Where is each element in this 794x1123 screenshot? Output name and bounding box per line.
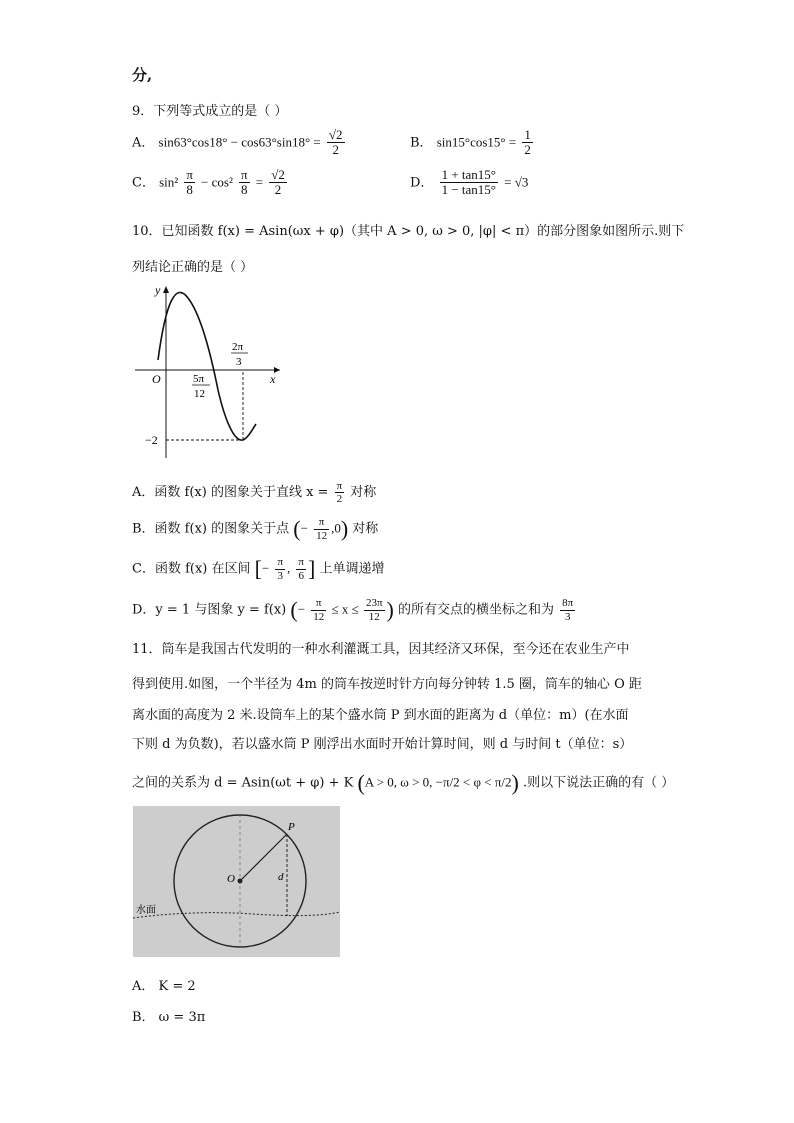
- q10-option-b: B．函数 f(x) 的图象关于点 (− $\frac{\pi}{12}$ ,0) 对称: [132, 516, 379, 542]
- axle-o: [238, 879, 243, 884]
- q11-option-a: A． K = 2: [132, 979, 196, 994]
- q10-b-num: π: [314, 516, 329, 529]
- q9-d-den: 1 − tan15°: [441, 182, 496, 198]
- q9-option-c: [132, 168, 289, 198]
- label-d: d: [278, 871, 284, 883]
- q9-a-fraction: [327, 128, 345, 158]
- header-fragment: 分,: [132, 66, 153, 84]
- q9-c-frac1-den: 8: [186, 182, 193, 198]
- q10-c-pre: C．函数 f(x) 在区间: [132, 561, 251, 577]
- q9-d-eq: = √3: [504, 174, 529, 190]
- q9-c-frac3-num: √2: [271, 167, 285, 182]
- q10-a-den: 2: [336, 493, 343, 506]
- q10-d-fraction: [560, 597, 575, 622]
- q10-b-fraction: [314, 516, 329, 541]
- q10-d-pre: D．y = 1 与图象 y = f(x): [132, 602, 287, 618]
- q10-stem-line1: 10．已知函数 f(x) = Asin(ωx + φ)（其中 A > 0, ω > 0, |φ| < π）的部分图象如图所示.则下: [132, 224, 685, 239]
- q9-c-frac3-den: 2: [274, 182, 282, 198]
- q10-d-num: 8π: [562, 597, 574, 610]
- label-p: P: [288, 821, 295, 833]
- q9-b-fraction: [522, 128, 533, 158]
- q11-line5-tail: .则以下说法正确的有（ ）: [523, 775, 675, 791]
- q9-c-label: C．: [132, 175, 155, 191]
- q11-line4: 下则 d 为负数)，若以盛水筒 P 刚浮出水面时开始计算时间，则 d 与时间 t（单位：s）: [132, 737, 633, 752]
- q9-c-frac2-num: π: [240, 167, 248, 182]
- q11-line5-eq: 之间的关系为 d = Asin(ωt + φ) + K: [132, 775, 354, 791]
- q11-line5: 之间的关系为 d = Asin(ωt + φ) + K (A > 0, ω > 0, −π/2 < φ < π/2) .则以下说法正确的有（ ）: [132, 770, 675, 795]
- q9-c-frac1: [184, 168, 195, 198]
- tick-2pi3-den: 3: [236, 356, 242, 368]
- q10-a-fraction: [335, 480, 345, 505]
- q10-c-frac2: $\frac{\pi}{6}$: [298, 556, 304, 582]
- q11-line1: 11．筒车是我国古代发明的一种水利灌溉工具，因其经济又环保，至今还在农业生产中: [132, 642, 630, 657]
- q9-b-den: 2: [524, 142, 531, 158]
- q11-line2: 得到使用.如图，一个半径为 4m 的筒车按逆时针方向每分钟转 1.5 圈，筒车的轴心 O 距: [132, 677, 642, 692]
- q10-a-post: 对称: [350, 485, 377, 501]
- origin-label: O: [152, 372, 161, 386]
- tick-2pi3-num: 2π: [232, 341, 244, 353]
- q9-c-frac1-num: π: [186, 167, 193, 182]
- tick-5pi12-den: 12: [194, 388, 205, 400]
- q10-stem-line2: 列结论正确的是（ ）: [132, 260, 254, 275]
- q11-line5-cond: A > 0, ω > 0, −π/2 < φ < π/2: [364, 774, 512, 790]
- q10-c-post: 上单调递增: [319, 561, 385, 577]
- q9-a-label: A．: [132, 135, 155, 151]
- q10-c-frac1: $\frac{\pi}{3}$: [277, 556, 284, 582]
- q10-option-a: [132, 480, 376, 505]
- q9-c-frac2: [239, 168, 250, 198]
- x-label: x: [270, 372, 276, 386]
- q10-d-den: 3: [564, 610, 571, 623]
- q9-c-sin: sin²: [159, 174, 179, 190]
- q9-c-frac2-den: 8: [241, 182, 248, 198]
- q9-option-a: [132, 128, 347, 158]
- q9-c-frac3: [269, 168, 287, 198]
- q10-graph: [130, 280, 290, 462]
- y-axis-arrow: [163, 286, 169, 293]
- label-water: 水面: [136, 905, 156, 916]
- q9-d-label: D．: [410, 175, 434, 191]
- q10-a-num: π: [336, 480, 343, 492]
- q9-c-eq: =: [255, 174, 264, 190]
- water-wheel-figure: [133, 806, 340, 957]
- q9-c-minus: − cos²: [201, 174, 233, 190]
- min-label: −2: [145, 433, 158, 447]
- q10-option-c: C．函数 f(x) 在区间 [− $\frac{\pi}{3}$ , $\frac{\pi}{6}$ ] 上单调递增: [132, 556, 385, 582]
- q9-b-num: 1: [524, 127, 531, 142]
- q9-stem: 9．下列等式成立的是（ ）: [132, 104, 288, 119]
- q10-b-pre: B．函数 f(x) 的图象关于点: [132, 521, 290, 537]
- q9-a-num: √2: [328, 127, 343, 142]
- q10-option-d: D．y = 1 与图象 y = f(x) (− $\frac{\pi}{12}$ ≤ x ≤ $\frac{23\pi}{12}$ ) 的所有交点的横坐标之和为 $\frac{8\pi}{3}$: [132, 597, 574, 623]
- y-label: y: [155, 283, 161, 297]
- tick-5pi12-num: 5π: [193, 373, 205, 385]
- q9-a-den: 2: [332, 142, 339, 158]
- q9-b-expr: sin15°cos15° =: [436, 134, 517, 150]
- q9-d-num: 1 + tan15°: [441, 167, 496, 182]
- q10-d-frac-lo: $\frac{\pi}{12}$: [313, 597, 325, 623]
- q9-b-label: B．: [410, 135, 433, 151]
- q9-option-d: [410, 168, 528, 198]
- q10-d-mid: 的所有交点的横坐标之和为: [398, 602, 555, 618]
- q10-d-frac-hi: $\frac{23\pi}{12}$: [365, 597, 383, 623]
- q10-b-den: 12: [316, 529, 328, 542]
- q9-d-fraction: [440, 168, 498, 198]
- q9-a-expr: sin63°cos18° − cos63°sin18° =: [158, 134, 321, 150]
- q11-option-b: B． ω = 3π: [132, 1010, 206, 1025]
- q10-a-pre: A．函数 f(x) 的图象关于直线 x =: [132, 485, 329, 501]
- q9-option-b: [410, 128, 535, 158]
- q10-b-post: 对称: [352, 521, 379, 537]
- q11-line3: 离水面的高度为 2 米.设筒车上的某个盛水筒 P 到水面的距离为 d（单位：m）(在水面: [132, 708, 629, 723]
- label-o: O: [227, 873, 235, 885]
